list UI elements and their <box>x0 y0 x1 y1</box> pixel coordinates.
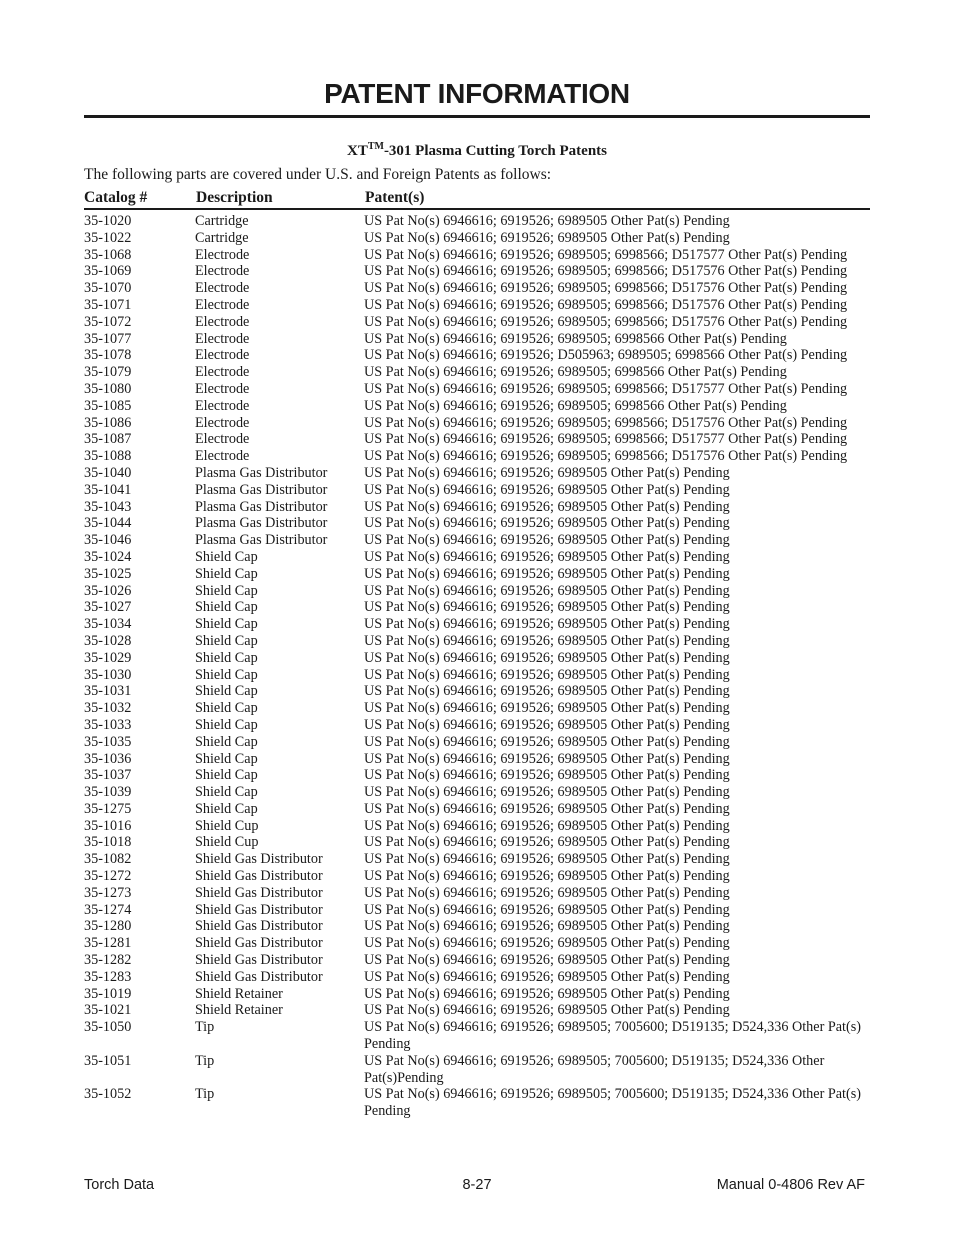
catalog-number: 35-1032 <box>84 700 132 717</box>
catalog-number: 35-1022 <box>84 229 132 246</box>
patent-numbers: US Pat No(s) 6946616; 6919526; 6989505 Other Pat(s) Pending <box>364 884 730 901</box>
patent-numbers: US Pat No(s) 6946616; 6919526; 6989505; 6998566 Other Pat(s) Pending <box>364 397 787 414</box>
table-row <box>84 331 870 348</box>
patent-numbers: US Pat No(s) 6946616; 6919526; 6989505; 7005600; D519135; D524,336 Other Pat(s) Pending <box>364 1086 861 1120</box>
catalog-number: 35-1035 <box>84 733 132 750</box>
part-description: Tip <box>195 1086 215 1103</box>
table-row <box>84 969 870 986</box>
patent-numbers: US Pat No(s) 6946616; 6919526; 6989505; 6998566 Other Pat(s) Pending <box>364 330 787 347</box>
catalog-number: 35-1040 <box>84 464 132 481</box>
table-row <box>84 499 870 516</box>
part-description: Plasma Gas Distributor <box>195 532 328 549</box>
patent-numbers: US Pat No(s) 6946616; 6919526; 6989505 Other Pat(s) Pending <box>364 464 730 481</box>
part-description: Electrode <box>195 414 250 431</box>
part-description: Plasma Gas Distributor <box>195 464 328 481</box>
table-row <box>84 532 870 549</box>
catalog-number: 35-1080 <box>84 380 132 397</box>
part-description: Shield Cap <box>195 632 258 649</box>
part-description: Electrode <box>195 330 250 347</box>
catalog-number: 35-1050 <box>84 1019 132 1036</box>
patent-numbers: US Pat No(s) 6946616; 6919526; 6989505 Other Pat(s) Pending <box>364 733 730 750</box>
catalog-number: 35-1033 <box>84 716 132 733</box>
part-description: Electrode <box>195 448 250 465</box>
table-row <box>84 667 870 684</box>
patent-numbers: US Pat No(s) 6946616; 6919526; 6989505 Other Pat(s) Pending <box>364 985 730 1002</box>
footer-section: Torch Data <box>84 1177 155 1193</box>
table-row <box>84 230 870 247</box>
patent-numbers: US Pat No(s) 6946616; 6919526; 6989505; 6998566 Other Pat(s) Pending <box>364 364 787 381</box>
table-row <box>84 952 870 969</box>
part-description: Shield Cap <box>195 750 258 767</box>
part-description: Shield Gas Distributor <box>195 952 323 969</box>
catalog-number: 35-1273 <box>84 884 132 901</box>
part-description: Tip <box>195 1019 215 1036</box>
table-row <box>84 986 870 1003</box>
patent-numbers: US Pat No(s) 6946616; 6919526; 6989505 Other Pat(s) Pending <box>364 901 730 918</box>
table-row <box>84 868 870 885</box>
catalog-number: 35-1044 <box>84 515 132 532</box>
catalog-number: 35-1026 <box>84 582 132 599</box>
catalog-number: 35-1031 <box>84 683 132 700</box>
table-row <box>84 918 870 935</box>
part-description: Shield Cap <box>195 700 258 717</box>
part-description: Shield Gas Distributor <box>195 901 323 918</box>
catalog-number: 35-1051 <box>84 1052 132 1069</box>
table-row <box>84 885 870 902</box>
part-description: Shield Cap <box>195 767 258 784</box>
part-description: Electrode <box>195 313 250 330</box>
catalog-number: 35-1036 <box>84 750 132 767</box>
table-row <box>84 280 870 297</box>
table-row <box>84 801 870 818</box>
catalog-number: 35-1020 <box>84 213 132 229</box>
catalog-number: 35-1079 <box>84 364 132 381</box>
patent-numbers: US Pat No(s) 6946616; 6919526; 6989505; 6998566; D517576 Other Pat(s) Pending <box>364 313 848 330</box>
catalog-number: 35-1029 <box>84 649 132 666</box>
patent-numbers: US Pat No(s) 6946616; 6919526; 6989505 Other Pat(s) Pending <box>364 918 730 935</box>
part-description: Shield Cap <box>195 683 258 700</box>
patent-numbers: US Pat No(s) 6946616; 6919526; 6989505 Other Pat(s) Pending <box>364 851 730 868</box>
table-row <box>84 1053 870 1087</box>
intro-text: The following parts are covered under U.S. and Foreign Patents as follows: <box>84 166 552 183</box>
catalog-number: 35-1072 <box>84 313 132 330</box>
catalog-number: 35-1037 <box>84 767 132 784</box>
patent-numbers: US Pat No(s) 6946616; 6919526; 6989505 Other Pat(s) Pending <box>364 548 730 565</box>
part-description: Electrode <box>195 431 250 448</box>
part-description: Shield Cap <box>195 548 258 565</box>
table-row <box>84 263 870 280</box>
table-row <box>84 650 870 667</box>
catalog-number: 35-1071 <box>84 296 132 313</box>
part-description: Cartridge <box>195 229 249 246</box>
catalog-number: 35-1046 <box>84 532 132 549</box>
table-row <box>84 398 870 415</box>
table-row <box>84 448 870 465</box>
patent-numbers: US Pat No(s) 6946616; 6919526; 6989505 Other Pat(s) Pending <box>364 498 730 515</box>
part-description: Plasma Gas Distributor <box>195 481 328 498</box>
catalog-number: 35-1028 <box>84 632 132 649</box>
patent-numbers: US Pat No(s) 6946616; 6919526; 6989505 Other Pat(s) Pending <box>364 767 730 784</box>
footer-page-number: 8-27 <box>462 1177 492 1193</box>
catalog-number: 35-1030 <box>84 666 132 683</box>
part-description: Cartridge <box>195 213 249 229</box>
patent-numbers: US Pat No(s) 6946616; 6919526; D505963; 6989505; 6998566 Other Pat(s) Pending <box>364 347 848 364</box>
catalog-number: 35-1082 <box>84 851 132 868</box>
patent-numbers: US Pat No(s) 6946616; 6919526; 6989505 Other Pat(s) Pending <box>364 481 730 498</box>
page-title: PATENT INFORMATION <box>324 78 630 109</box>
patent-numbers: US Pat No(s) 6946616; 6919526; 6989505 Other Pat(s) Pending <box>364 683 730 700</box>
part-description: Electrode <box>195 364 250 381</box>
patent-numbers: US Pat No(s) 6946616; 6919526; 6989505 Other Pat(s) Pending <box>364 868 730 885</box>
patent-numbers: US Pat No(s) 6946616; 6919526; 6989505 Other Pat(s) Pending <box>364 582 730 599</box>
patent-numbers: US Pat No(s) 6946616; 6919526; 6989505 Other Pat(s) Pending <box>364 666 730 683</box>
header-rule <box>84 208 870 210</box>
part-description: Shield Gas Distributor <box>195 868 323 885</box>
table-row <box>84 297 870 314</box>
catalog-number: 35-1272 <box>84 868 132 885</box>
header-catalog: Catalog # <box>84 189 148 206</box>
subtitle-prefix: XT <box>346 143 368 159</box>
table-row <box>84 314 870 331</box>
part-description: Shield Cap <box>195 582 258 599</box>
table-row <box>84 566 870 583</box>
catalog-number: 35-1078 <box>84 347 132 364</box>
part-description: Plasma Gas Distributor <box>195 515 328 532</box>
part-description: Shield Cap <box>195 800 258 817</box>
catalog-number: 35-1027 <box>84 599 132 616</box>
table-row <box>84 767 870 784</box>
table-row <box>84 599 870 616</box>
part-description: Shield Cap <box>195 565 258 582</box>
patent-numbers: US Pat No(s) 6946616; 6919526; 6989505 Other Pat(s) Pending <box>364 968 730 985</box>
table-row <box>84 482 870 499</box>
part-description: Shield Cup <box>195 817 259 834</box>
part-description: Electrode <box>195 347 250 364</box>
table-row <box>84 381 870 398</box>
table-row <box>84 347 870 364</box>
catalog-number: 35-1041 <box>84 481 132 498</box>
part-description: Shield Retainer <box>195 1002 283 1019</box>
patent-numbers: US Pat No(s) 6946616; 6919526; 6989505 Other Pat(s) Pending <box>364 784 730 801</box>
part-description: Shield Retainer <box>195 985 283 1002</box>
catalog-number: 35-1024 <box>84 548 132 565</box>
catalog-number: 35-1025 <box>84 565 132 582</box>
catalog-number: 35-1052 <box>84 1086 132 1103</box>
part-description: Electrode <box>195 296 250 313</box>
table-row <box>84 751 870 768</box>
patent-numbers: US Pat No(s) 6946616; 6919526; 6989505 Other Pat(s) Pending <box>364 632 730 649</box>
patent-numbers: US Pat No(s) 6946616; 6919526; 6989505 Other Pat(s) Pending <box>364 515 730 532</box>
table-row <box>84 247 870 264</box>
catalog-number: 35-1086 <box>84 414 132 431</box>
table-row <box>84 1019 870 1053</box>
part-description: Shield Gas Distributor <box>195 968 323 985</box>
patent-numbers: US Pat No(s) 6946616; 6919526; 6989505; 7005600; D519135; D524,336 Other Pat(s) Pending <box>364 1019 861 1053</box>
patent-numbers: US Pat No(s) 6946616; 6919526; 6989505 Other Pat(s) Pending <box>364 952 730 969</box>
table-row <box>84 616 870 633</box>
part-description: Shield Gas Distributor <box>195 918 323 935</box>
patent-numbers: US Pat No(s) 6946616; 6919526; 6989505 Other Pat(s) Pending <box>364 817 730 834</box>
catalog-number: 35-1021 <box>84 1002 132 1019</box>
patent-numbers: US Pat No(s) 6946616; 6919526; 6989505; 6998566; D517576 Other Pat(s) Pending <box>364 280 848 297</box>
patent-numbers: US Pat No(s) 6946616; 6919526; 6989505 Other Pat(s) Pending <box>364 229 730 246</box>
table-row <box>84 633 870 650</box>
header-patents: Patent(s) <box>365 189 425 206</box>
part-description: Shield Cap <box>195 733 258 750</box>
patent-numbers: US Pat No(s) 6946616; 6919526; 6989505; 6998566; D517576 Other Pat(s) Pending <box>364 414 848 431</box>
header-description: Description <box>196 189 273 206</box>
part-description: Shield Cup <box>195 834 259 851</box>
title-rule <box>84 115 870 118</box>
table-row <box>84 465 870 482</box>
patent-numbers: US Pat No(s) 6946616; 6919526; 6989505 Other Pat(s) Pending <box>364 649 730 666</box>
patent-numbers: US Pat No(s) 6946616; 6919526; 6989505 Other Pat(s) Pending <box>364 616 730 633</box>
catalog-number: 35-1085 <box>84 397 132 414</box>
table-row <box>84 1086 870 1120</box>
catalog-number: 35-1280 <box>84 918 132 935</box>
part-description: Shield Gas Distributor <box>195 935 323 952</box>
patent-numbers: US Pat No(s) 6946616; 6919526; 6989505; 7005600; D519135; D524,336 Other Pat(s)Pending <box>364 1052 825 1086</box>
part-description: Electrode <box>195 246 250 263</box>
patent-numbers: US Pat No(s) 6946616; 6919526; 6989505; 6998566; D517576 Other Pat(s) Pending <box>364 263 848 280</box>
table-row <box>84 515 870 532</box>
catalog-number: 35-1283 <box>84 968 132 985</box>
part-description: Shield Cap <box>195 599 258 616</box>
table-row <box>84 364 870 381</box>
part-description: Shield Cap <box>195 716 258 733</box>
catalog-number: 35-1043 <box>84 498 132 515</box>
table-row <box>84 734 870 751</box>
part-description: Electrode <box>195 380 250 397</box>
patent-table <box>84 213 870 1120</box>
catalog-number: 35-1068 <box>84 246 132 263</box>
catalog-number: 35-1019 <box>84 985 132 1002</box>
trademark-mark: TM <box>367 141 384 152</box>
footer-manual-number: Manual 0-4806 Rev AF <box>716 1177 865 1193</box>
patent-numbers: US Pat No(s) 6946616; 6919526; 6989505; 6998566; D517577 Other Pat(s) Pending <box>364 380 848 397</box>
patent-numbers: US Pat No(s) 6946616; 6919526; 6989505; 6998566; D517576 Other Pat(s) Pending <box>364 296 848 313</box>
part-description: Electrode <box>195 263 250 280</box>
patent-numbers: US Pat No(s) 6946616; 6919526; 6989505 Other Pat(s) Pending <box>364 716 730 733</box>
table-row <box>84 683 870 700</box>
patent-numbers: US Pat No(s) 6946616; 6919526; 6989505 Other Pat(s) Pending <box>364 750 730 767</box>
table-row <box>84 213 870 230</box>
table-row <box>84 717 870 734</box>
part-description: Electrode <box>195 397 250 414</box>
part-description: Tip <box>195 1052 215 1069</box>
part-description: Shield Cap <box>195 616 258 633</box>
patent-numbers: US Pat No(s) 6946616; 6919526; 6989505 Other Pat(s) Pending <box>364 599 730 616</box>
table-row <box>84 851 870 868</box>
part-description: Shield Cap <box>195 666 258 683</box>
table-row <box>84 431 870 448</box>
table-row <box>84 1002 870 1019</box>
table-row <box>84 415 870 432</box>
section-subtitle <box>0 141 954 160</box>
part-description: Plasma Gas Distributor <box>195 498 328 515</box>
catalog-number: 35-1069 <box>84 263 132 280</box>
patent-numbers: US Pat No(s) 6946616; 6919526; 6989505 Other Pat(s) Pending <box>364 800 730 817</box>
part-description: Electrode <box>195 280 250 297</box>
catalog-number: 35-1274 <box>84 901 132 918</box>
table-row <box>84 902 870 919</box>
catalog-number: 35-1088 <box>84 448 132 465</box>
table-row <box>84 935 870 952</box>
patent-numbers: US Pat No(s) 6946616; 6919526; 6989505 Other Pat(s) Pending <box>364 1002 730 1019</box>
catalog-number: 35-1034 <box>84 616 132 633</box>
part-description: Shield Gas Distributor <box>195 851 323 868</box>
catalog-number: 35-1282 <box>84 952 132 969</box>
patent-numbers: US Pat No(s) 6946616; 6919526; 6989505 Other Pat(s) Pending <box>364 532 730 549</box>
catalog-number: 35-1087 <box>84 431 132 448</box>
table-row <box>84 583 870 600</box>
table-row <box>84 834 870 851</box>
part-description: Shield Cap <box>195 649 258 666</box>
table-row <box>84 700 870 717</box>
catalog-number: 35-1070 <box>84 280 132 297</box>
table-row <box>84 818 870 835</box>
patent-numbers: US Pat No(s) 6946616; 6919526; 6989505 Other Pat(s) Pending <box>364 700 730 717</box>
catalog-number: 35-1016 <box>84 817 132 834</box>
patent-numbers: US Pat No(s) 6946616; 6919526; 6989505 Other Pat(s) Pending <box>364 834 730 851</box>
catalog-number: 35-1077 <box>84 330 132 347</box>
catalog-number: 35-1018 <box>84 834 132 851</box>
patent-numbers: US Pat No(s) 6946616; 6919526; 6989505 Other Pat(s) Pending <box>364 565 730 582</box>
catalog-number: 35-1039 <box>84 784 132 801</box>
catalog-number: 35-1275 <box>84 800 132 817</box>
patent-numbers: US Pat No(s) 6946616; 6919526; 6989505 Other Pat(s) Pending <box>364 935 730 952</box>
table-row <box>84 784 870 801</box>
subtitle-suffix: -301 Plasma Cutting Torch Patents <box>383 143 608 159</box>
part-description: Shield Cap <box>195 784 258 801</box>
patent-numbers: US Pat No(s) 6946616; 6919526; 6989505; 6998566; D517577 Other Pat(s) Pending <box>364 431 848 448</box>
patent-numbers: US Pat No(s) 6946616; 6919526; 6989505; 6998566; D517577 Other Pat(s) Pending <box>364 246 848 263</box>
patent-numbers: US Pat No(s) 6946616; 6919526; 6989505 Other Pat(s) Pending <box>364 213 730 229</box>
catalog-number: 35-1281 <box>84 935 132 952</box>
patent-numbers: US Pat No(s) 6946616; 6919526; 6989505; 6998566; D517576 Other Pat(s) Pending <box>364 448 848 465</box>
table-row <box>84 549 870 566</box>
part-description: Shield Gas Distributor <box>195 884 323 901</box>
